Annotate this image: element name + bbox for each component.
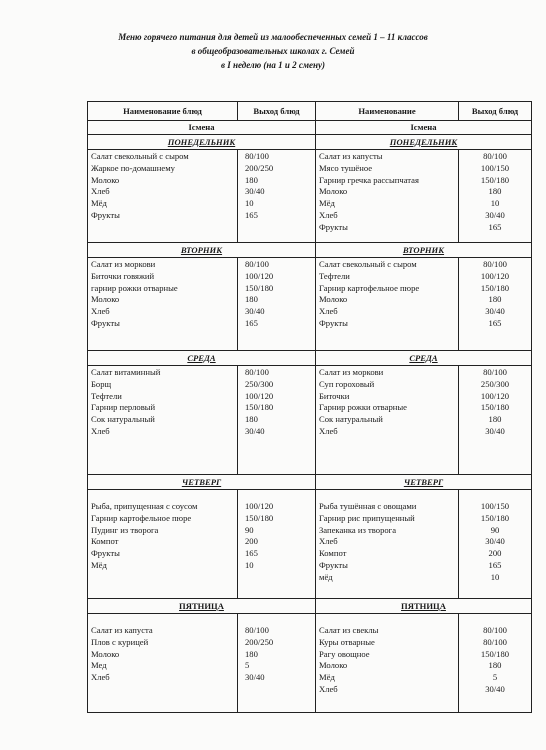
day-content-row [88,614,532,713]
header-dish-name: Наименование блюд [88,102,238,121]
portion-value: 165 [488,559,502,570]
dish-name: Биточки [319,390,350,401]
portion-value: 180 [245,414,258,425]
portion-value: 30/40 [245,672,265,683]
dish-name: Компот [319,548,347,559]
portion-value: 180 [245,648,258,659]
title-line-2: в общеобразовательных школах г. Семей [191,46,355,56]
dish-name: Гарнир перловый [91,402,156,413]
dish-name: Гарнир картофельное пюре [319,282,420,293]
day-content-row [88,258,532,351]
dish-name: Куры отварные [319,636,375,647]
portion-list-left [238,366,316,475]
portion-value: 80/100 [245,367,269,377]
dish-name: Суп гороховый [319,378,375,389]
portion-value: 80/100 [483,636,507,647]
portion-list-left [238,150,316,243]
dish-name: Компот [91,536,119,547]
dish-name: Фрукты [319,317,348,328]
day-header-row [88,135,532,150]
dish-name: Гарнир картофельное пюре [91,512,192,523]
day-label-left: ПОНЕДЕЛЬНИК [88,135,316,150]
day-header-row [88,351,532,366]
dish-name: Молоко [91,174,120,185]
shift-label-left: Iсмена [88,121,316,135]
dish-name: Фрукты [91,548,120,559]
portion-value: 150/180 [245,512,274,523]
dish-name: Рагу овощное [319,648,370,659]
dish-name: Молоко [319,186,348,197]
dish-name: Хлеб [319,425,338,436]
portion-value: 30/40 [485,209,505,220]
dish-name: Фрукты [91,317,120,328]
portion-value: 10 [245,559,254,570]
dish-name: Фрукты [319,559,348,570]
portion-list-right [459,258,532,351]
dish-list-right [316,366,459,475]
portion-value: 80/100 [483,367,507,377]
dish-name: Салат из моркови [91,259,156,269]
dish-list-right [316,150,459,243]
portion-value: 165 [488,317,502,328]
dish-name: Хлеб [319,209,338,220]
dish-name: Мёд [319,672,335,683]
portion-value: 80/100 [483,625,507,635]
portion-value: 5 [492,672,498,683]
portion-value: 80/100 [483,151,507,161]
portion-value: 150/180 [245,402,274,413]
day-header-row [88,243,532,258]
dish-name: Хлеб [91,425,110,436]
dish-name: Молоко [319,660,348,671]
dish-name: Хлеб [91,306,110,317]
dish-name: Салат витаминный [91,367,161,377]
portion-value: 100/120 [245,501,274,511]
portion-value: 180 [488,660,502,671]
dish-name: Молоко [319,294,348,305]
dish-list-left [88,614,238,713]
dish-name: Сок натуральный [319,414,383,425]
day-content-row [88,150,532,243]
dish-list-right [316,490,459,599]
dish-name: Гарнир рис припущенный [319,512,415,523]
portion-value: 80/100 [245,625,269,635]
day-label-left: ЧЕТВЕРГ [88,475,316,490]
dish-name: Хлеб [91,186,110,197]
dish-list-right [316,258,459,351]
dish-name: Биточки говяжий [91,270,155,281]
portion-value: 150/180 [245,282,274,293]
portion-value: 150/180 [480,402,510,413]
dish-name: Мёд [91,559,107,570]
portion-value: 180 [245,294,258,305]
portion-value: 30/40 [485,306,505,317]
dish-name: Мед [91,660,107,671]
dish-list-left [88,490,238,599]
dish-name: Пудинг из творога [91,524,159,535]
portion-value: 100/150 [480,162,510,173]
dish-name: Жаркое по-домашнему [91,162,175,173]
portion-value: 150/180 [480,282,510,293]
portion-value: 30/40 [485,683,505,694]
portion-value: 90 [245,524,254,535]
title-line-3: в I неделю (на 1 и 2 смену) [220,60,326,70]
day-header-row [88,475,532,490]
header-portion: Выход блюд [238,102,316,121]
day-header-row [88,599,532,614]
dish-list-right [316,614,459,713]
portion-value: 30/40 [485,425,505,436]
dish-name: Гарнир гречка рассыпчатая [319,174,419,185]
dish-name: Салат свекольный с сыром [91,151,189,161]
dish-name: Хлеб [319,306,338,317]
dish-name: Молоко [91,294,120,305]
dish-name: Салат из свеклы [319,625,379,635]
dish-name: Мясо тушёное [319,162,373,173]
dish-name: Рыба тушённая с овощами [319,501,417,511]
portion-value: 30/40 [245,306,265,317]
portion-value: 200/250 [245,636,274,647]
day-label-right: ВТОРНИК [316,243,532,258]
day-content-row [88,490,532,599]
dish-name: Плов с курицей [91,636,149,647]
dish-list-left [88,366,238,475]
portion-list-right [459,490,532,599]
portion-value: 165 [245,209,258,220]
dish-name: Салат из моркови [319,367,384,377]
portion-value: 200 [488,548,502,559]
portion-value: 90 [490,524,500,535]
shift-label-right: Iсмена [316,121,532,135]
portion-value: 80/100 [245,259,269,269]
portion-value: 180 [488,294,502,305]
dish-name: Рыба, припущенная с соусом [91,501,198,511]
shift-row [88,121,532,135]
portion-value: 30/40 [245,425,265,436]
dish-name: Сок натуральный [91,414,155,425]
menu-title [0,30,546,72]
portion-value: 180 [245,174,258,185]
portion-value: 165 [245,548,258,559]
portion-value: 80/100 [483,259,507,269]
portion-list-right [459,150,532,243]
day-label-right: ПЯТНИЦА [316,599,532,614]
dish-name: Тефтели [319,270,350,281]
day-label-right: ЧЕТВЕРГ [316,475,532,490]
header-dish-name-2: Наименование [316,102,459,121]
dish-list-left [88,150,238,243]
day-label-left: СРЕДА [88,351,316,366]
portion-value: 10 [245,198,254,209]
dish-name: Борщ [91,378,112,389]
header-portion-2: Выход блюд [459,102,532,121]
dish-name: Салат свекольный с сыром [319,259,417,269]
portion-value: 100/120 [480,270,510,281]
dish-name: Хлеб [319,536,338,547]
portion-value: 200/250 [245,162,274,173]
portion-value: 250/300 [480,378,510,389]
dish-name: Мёд [319,198,335,209]
dish-name: Фрукты [91,209,120,220]
day-label-right: СРЕДА [316,351,532,366]
dish-name: Фрукты [319,221,348,232]
day-label-right: ПОНЕДЕЛЬНИК [316,135,532,150]
portion-list-right [459,614,532,713]
portion-value: 80/100 [245,151,269,161]
portion-value: 30/40 [485,536,505,547]
dish-name: Салат из капусты [319,151,383,161]
portion-value: 180 [488,186,502,197]
portion-value: 100/120 [480,390,510,401]
portion-value: 200 [245,536,258,547]
portion-value: 10 [490,198,500,209]
dish-list-left [88,258,238,351]
day-content-row [88,366,532,475]
portion-list-left [238,490,316,599]
portion-value: 100/120 [245,390,274,401]
dish-name: Молоко [91,648,120,659]
dish-name: Хлеб [91,672,110,683]
dish-name: Гарнир рожки отварные [319,402,407,413]
dish-name: Мёд [91,198,107,209]
dish-name: Салат из капуста [91,625,153,635]
menu-table [87,101,532,713]
portion-value: 100/150 [480,501,510,511]
portion-value: 10 [490,571,500,582]
portion-value: 165 [245,317,258,328]
dish-name: гарнир рожки отварные [91,282,178,293]
day-label-left: ПЯТНИЦА [88,599,316,614]
dish-name: Тефтели [91,390,122,401]
portion-list-left [238,258,316,351]
dish-name: Запеканка из творога [319,524,397,535]
portion-value: 150/180 [480,174,510,185]
day-label-left: ВТОРНИК [88,243,316,258]
header-row [88,102,532,121]
portion-value: 30/40 [245,186,265,197]
portion-value: 150/180 [480,512,510,523]
dish-name: Хлеб [319,683,338,694]
portion-value: 5 [245,660,250,671]
title-line-1: Меню горячего питания для детей из малообеспеченных семей 1 – 11 классов [118,32,428,42]
dish-name: мёд [319,571,333,582]
portion-value: 180 [488,414,502,425]
portion-value: 150/180 [480,648,510,659]
portion-value: 250/300 [245,378,274,389]
portion-value: 100/120 [245,270,274,281]
portion-value: 165 [488,221,502,232]
portion-list-right [459,366,532,475]
portion-list-left [238,614,316,713]
